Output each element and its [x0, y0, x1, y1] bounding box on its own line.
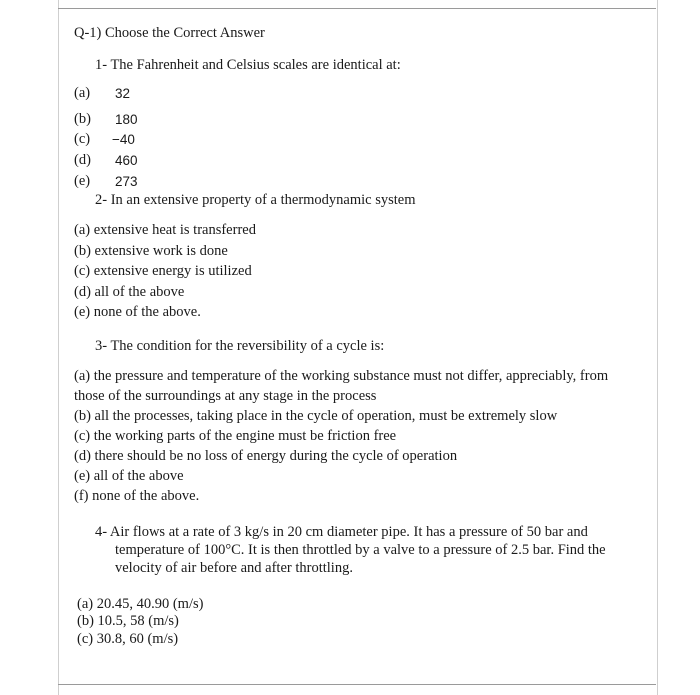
q4-option-b: (b) 10.5, 58 (m/s) — [77, 613, 179, 629]
bottom-rule — [58, 684, 656, 685]
q3-option-a-line1: (a) the pressure and temperature of the working substance must not differ, appreciably, from — [74, 368, 609, 384]
q3-option-e: (e) all of the above — [74, 468, 184, 484]
q2-option-c: (c) extensive energy is utilized — [74, 263, 252, 279]
q3-option-a-line2: those of the surroundings at any stage in the process — [74, 388, 377, 404]
q2-option-b: (b) extensive work is done — [74, 243, 228, 259]
question-4-stem-line2: temperature of 100°C. It is then throttled by a valve to a pressure of 2.5 bar. Find the — [115, 542, 606, 558]
q1-option-e-value: 273 — [115, 174, 138, 189]
q1-option-b-letter: (b) — [74, 111, 91, 127]
q1-option-d-value: 460 — [115, 153, 138, 168]
q1-option-c-value: −40 — [112, 132, 135, 147]
q3-option-c: (c) the working parts of the engine must be friction free — [74, 428, 397, 444]
q1-option-b-value: 180 — [115, 112, 138, 127]
top-rule — [58, 8, 656, 9]
q4-option-c: (c) 30.8, 60 (m/s) — [77, 631, 179, 647]
q3-option-d: (d) there should be no loss of energy during the cycle of operation — [74, 448, 458, 464]
q1-option-a-letter: (a) — [74, 85, 91, 101]
question-4-stem-line3: velocity of air before and after throttling. — [115, 560, 353, 576]
page-title: Q-1) Choose the Correct Answer — [74, 25, 265, 41]
q1-option-e-letter: (e) — [74, 173, 91, 189]
question-2-stem: 2- In an extensive property of a thermodynamic system — [95, 192, 416, 208]
q1-option-a-value: 32 — [115, 86, 131, 101]
q4-option-a: (a) 20.45, 40.90 (m/s) — [77, 596, 204, 612]
q1-option-d-letter: (d) — [74, 152, 91, 168]
q2-option-e: (e) none of the above. — [74, 304, 201, 320]
q2-option-a: (a) extensive heat is transferred — [74, 222, 256, 238]
q3-option-b: (b) all the processes, taking place in the cycle of operation, must be extremely slow — [74, 408, 558, 424]
question-3-stem: 3- The condition for the reversibility of a cycle is: — [95, 338, 385, 354]
question-4-stem-line1: 4- Air flows at a rate of 3 kg/s in 20 cm diameter pipe. It has a pressure of 50 bar and — [95, 524, 588, 540]
q2-option-d: (d) all of the above — [74, 284, 185, 300]
q1-option-c-letter: (c) — [74, 131, 91, 147]
question-1-stem: 1- The Fahrenheit and Celsius scales are identical at: — [95, 57, 401, 73]
q3-option-f: (f) none of the above. — [74, 488, 200, 504]
